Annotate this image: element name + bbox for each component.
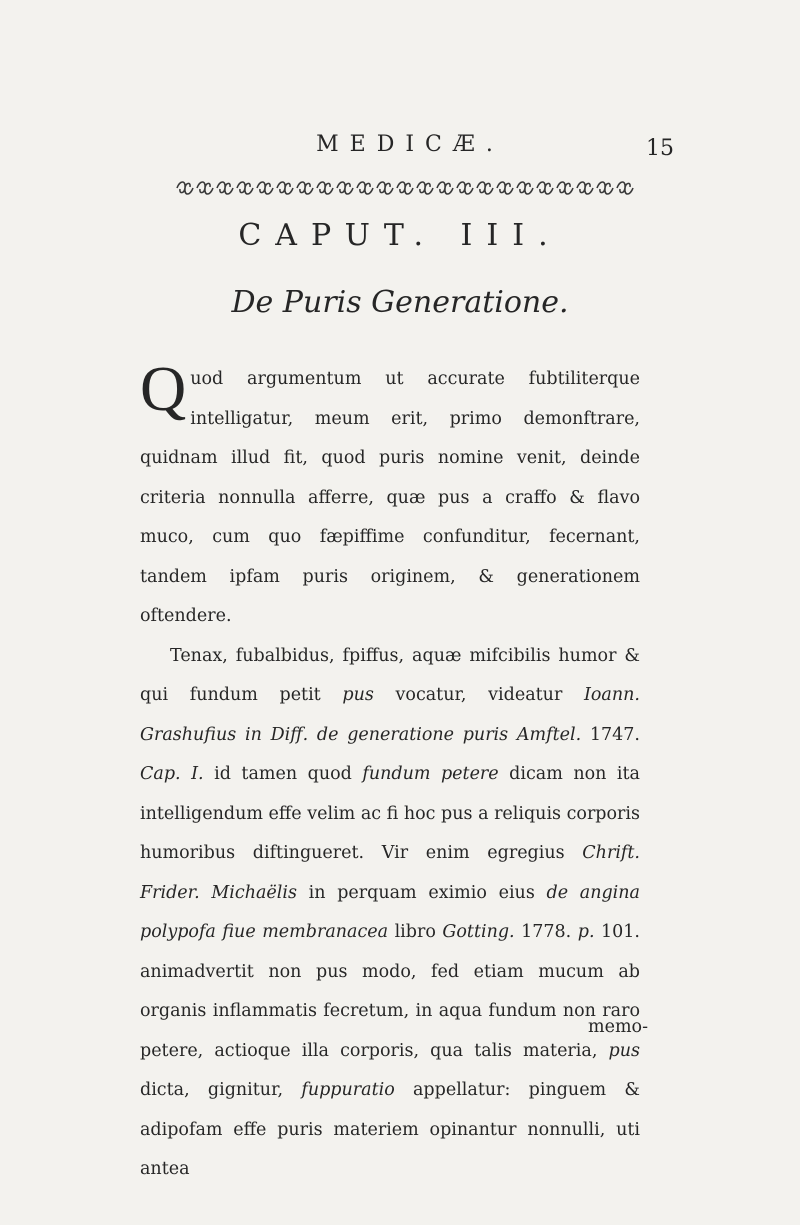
body-text	[140, 353, 640, 1190]
paragraph-2	[140, 637, 640, 1190]
running-head	[0, 132, 800, 162]
text-run: in perquam eximio eius	[296, 882, 547, 903]
catchword: memo-	[588, 1017, 648, 1037]
text-run: dicam non ita intelligendum effe velim ac fi hoc pus a reliquis corporis humoribus diftingueret. Vir enim egregius	[140, 764, 640, 863]
italic-run: p.	[577, 922, 595, 942]
italic-run: Gotting.	[442, 922, 515, 942]
text-run: 101. animadvertit non pus modo, fed etiam mucum ab organis inflammatis fecretum, in aqua fundum non raro petere, actioque illa corporis, qua talis materia,	[140, 922, 640, 1061]
drop-cap: Q	[140, 353, 187, 424]
text-run: appellatur: pinguem & adipofam effe puris materiem opinantur nonnulli, uti antea	[140, 1080, 640, 1179]
text-run: dicta, gignitur,	[140, 1080, 302, 1100]
text-run: vocatur, videatur	[373, 685, 584, 705]
text-run: 1747.	[581, 724, 640, 745]
italic-run: de angina polypofa fiue membranacea	[140, 882, 640, 942]
italic-run: fundum petere	[362, 764, 499, 784]
italic-run: pus	[342, 685, 374, 705]
italic-run: Cap. I.	[140, 764, 204, 784]
text-run: 1778.	[514, 922, 578, 942]
text-run: libro	[388, 922, 443, 942]
italic-run: Ioann. Grashufius in Diff. de generatione puris Amftel.	[140, 685, 640, 745]
page-number: 15	[646, 136, 674, 161]
ornamental-border	[175, 177, 635, 199]
text-run: id tamen quod	[203, 764, 363, 784]
chapter-heading: CAPUT. III.	[238, 218, 562, 253]
text-run: Tenax, fubalbidus, fpiffus, aquæ mifcibilis humor & qui fundum petit	[140, 645, 640, 705]
running-title: MEDICÆ.	[316, 132, 504, 157]
italic-run: fuppuratio	[301, 1080, 395, 1100]
section-title: De Puris Generatione.	[231, 285, 569, 320]
paragraph-1-text: uod argumentum ut accurate fubtiliterque intelligatur, meum erit, primo demonftrare, quidnam illud fit, quod puris nomine venit, deinde criteria nonnulla afferre, quæ pus a craffo & flavo muco, cum quo fæpiffime confunditur, fecernant, tandem ipfam puris originem, & generationem oftendere.	[140, 369, 640, 626]
italic-run: pus	[608, 1040, 640, 1061]
paragraph-1	[140, 353, 640, 637]
italic-run: Chrift. Frider. Michaëlis	[140, 843, 640, 903]
